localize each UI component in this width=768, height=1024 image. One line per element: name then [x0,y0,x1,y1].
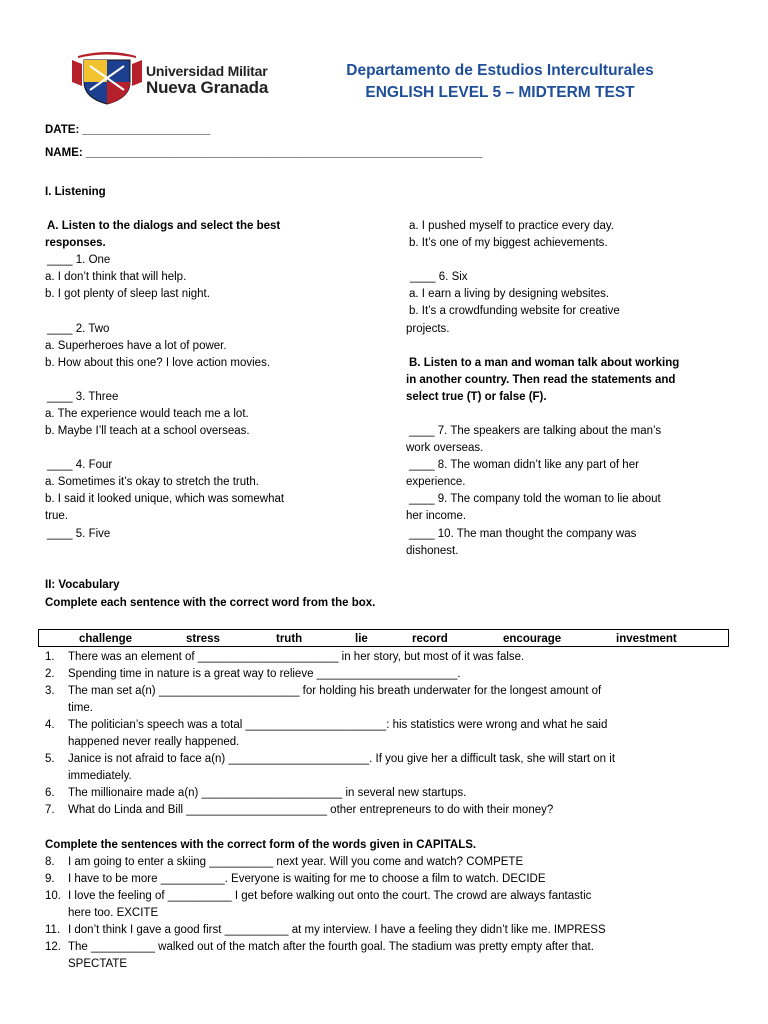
date-field[interactable]: DATE: ____________________ [45,124,211,136]
q6-option-a[interactable]: a. I earn a living by designing websites. [409,288,610,300]
item-text: The man set a(n) ______________________ for holding his breath underwater for the longest amount of [68,685,602,697]
item-text: What do Linda and Bill ______________________ other entrepreneurs to do with their money? [68,804,554,816]
question-1[interactable]: ____ 1. One [47,254,111,266]
item-text-cont: immediately. [68,770,132,782]
item-number: 9. [45,873,55,885]
vocabulary-instruction: Complete each sentence with the correct word from the box. [45,597,376,609]
q4-option-b[interactable]: b. I said it looked unique, which was somewhat [45,493,285,505]
q4-option-b-cont: true. [45,510,69,522]
item-text-cont: time. [68,702,93,714]
question-8-cont: experience. [406,476,466,488]
section-vocabulary-title: II: Vocabulary [45,579,120,591]
word-box-item: challenge [79,633,133,645]
part-b-instruction-line1: B. Listen to a man and woman talk about working [409,357,680,369]
test-title: ENGLISH LEVEL 5 – MIDTERM TEST [365,84,635,101]
item-text: I love the feeling of __________ I get before walking out onto the court. The crowd are always fantastic [68,890,592,902]
item-number: 6. [45,787,55,799]
university-shield-icon [70,46,144,106]
part-b-instruction-line3: select true (T) or false (F). [406,391,547,403]
question-3[interactable]: ____ 3. Three [47,391,119,403]
item-number: 2. [45,668,55,680]
question-10[interactable]: ____ 10. The man thought the company was [409,528,637,540]
item-text: Spending time in nature is a great way to relieve ______________________. [68,668,461,680]
item-text: The millionaire made a(n) ______________________ in several new startups. [68,787,467,799]
q5-option-b[interactable]: b. It’s one of my biggest achievements. [409,237,608,249]
q5-option-a[interactable]: a. I pushed myself to practice every day. [409,220,614,232]
q2-option-b[interactable]: b. How about this one? I love action movies. [45,357,271,369]
q6-option-b[interactable]: b. It’s a crowdfunding website for creative [409,305,620,317]
item-number: 1. [45,651,55,663]
item-text: I have to be more __________. Everyone is waiting for me to choose a film to watch. DECIDE [68,873,546,885]
item-text-cont: SPECTATE [68,958,127,970]
question-4[interactable]: ____ 4. Four [47,459,113,471]
item-text: Janice is not afraid to face a(n) ______________________. If you give her a difficult task, she will start on it [68,753,616,765]
part-b-instruction-line2: in another country. Then read the statements and [406,374,676,386]
word-box-item: lie [355,633,368,645]
section-listening-title: I. Listening [45,186,106,198]
university-name-line1: Universidad Militar [146,63,268,79]
item-number: 3. [45,685,55,697]
part-a-instruction-line2: responses. [45,237,106,249]
item-text: I don’t think I gave a good first __________ at my interview. I have a feeling they didn’t like me. IMPRESS [68,924,606,936]
item-text: There was an element of ______________________ in her story, but most of it was false. [68,651,525,663]
department-title: Departamento de Estudios Interculturales [346,62,654,79]
question-6[interactable]: ____ 6. Six [410,271,468,283]
q3-option-a[interactable]: a. The experience would teach me a lot. [45,408,249,420]
word-box-item: encourage [503,633,562,645]
item-text: I am going to enter a skiing __________ next year. Will you come and watch? COMPETE [68,856,524,868]
part-a-instruction-line1: A. Listen to the dialogs and select the best [47,220,281,232]
q3-option-b[interactable]: b. Maybe I’ll teach at a school overseas. [45,425,250,437]
question-2[interactable]: ____ 2. Two [47,323,110,335]
question-9[interactable]: ____ 9. The company told the woman to lie about [409,493,661,505]
question-8[interactable]: ____ 8. The woman didn’t like any part of her [409,459,639,471]
question-9-cont: her income. [406,510,467,522]
header-titles [300,60,700,104]
item-text-cont: here too. EXCITE [68,907,159,919]
q6-option-b-cont: projects. [406,323,450,335]
word-box [38,629,729,647]
word-box-item: record [412,633,448,645]
item-number: 7. [45,804,55,816]
item-number: 5. [45,753,55,765]
item-number: 12. [45,941,61,953]
university-name-line2: Nueva Granada [146,78,269,97]
q1-option-b[interactable]: b. I got plenty of sleep last night. [45,288,210,300]
word-box-item: stress [186,633,220,645]
q4-option-a[interactable]: a. Sometimes it’s okay to stretch the truth. [45,476,259,488]
item-text: The politician’s speech was a total ______________________: his statistics were wrong and what he said [68,719,608,731]
item-number: 8. [45,856,55,868]
question-7[interactable]: ____ 7. The speakers are talking about the man’s [409,425,662,437]
q2-option-a[interactable]: a. Superheroes have a lot of power. [45,340,227,352]
q1-option-a[interactable]: a. I don’t think that will help. [45,271,187,283]
word-box-item: investment [616,633,677,645]
university-logo [70,46,300,106]
question-7-cont: work overseas. [406,442,484,454]
item-number: 4. [45,719,55,731]
question-10-cont: dishonest. [406,545,459,557]
word-formation-instruction: Complete the sentences with the correct form of the words given in CAPITALS. [45,839,477,851]
item-number: 11. [45,924,61,936]
item-text-cont: happened never really happened. [68,736,240,748]
item-text: The __________ walked out of the match after the fourth goal. The stadium was pretty empty after that. [68,941,594,953]
word-box-item: truth [276,633,303,645]
item-number: 10. [45,890,61,902]
question-5[interactable]: ____ 5. Five [47,528,111,540]
name-field[interactable]: NAME: ______________________________________________________________ [45,147,483,159]
